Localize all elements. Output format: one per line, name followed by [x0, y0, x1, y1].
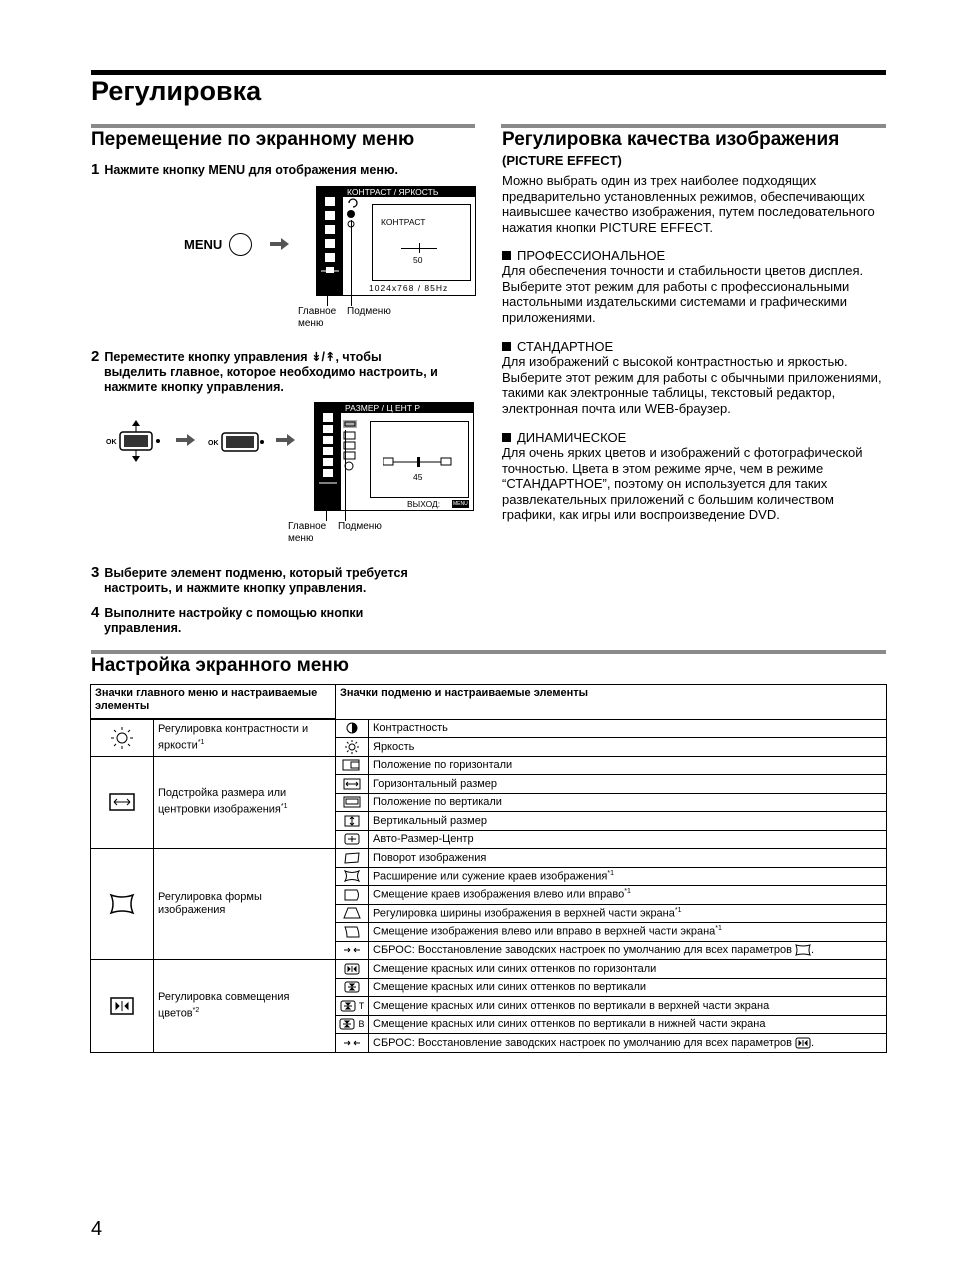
sub-icon-cell [336, 793, 369, 812]
trapezoid-icon [343, 907, 361, 919]
square-bullet-icon [502, 342, 511, 351]
main-menu-icons [315, 403, 341, 510]
sub-desc-text: СБРОС: Восстановление заводских настроек по умолчанию для всех параметров [373, 944, 792, 957]
sub-desc [369, 867, 887, 886]
sub-icon-cell [336, 756, 369, 775]
size-center-icon [109, 793, 135, 811]
arrow-right-icon [276, 434, 296, 446]
geometry-icon [795, 944, 811, 956]
sub-icon-cell [336, 886, 369, 905]
footnote-mark: *1 [674, 906, 682, 914]
footnote-mark: *1 [624, 888, 631, 896]
col-main: Значки главного меню и настраиваемые элементы [91, 685, 336, 720]
step-1 [91, 162, 398, 178]
rotation-icon [343, 852, 361, 864]
sub-icon-cell [336, 719, 369, 738]
callout-submenu: Подменю [338, 521, 382, 532]
pin-balance-icon [343, 889, 361, 901]
sub-desc: Горизонтальный размер [369, 775, 887, 794]
osd-header: РАЗМЕР / Ц ЕНТ Р [341, 403, 473, 413]
step-number: 4 [91, 604, 100, 621]
step-text: , чтобы [335, 350, 382, 364]
step-2 [91, 349, 481, 395]
contrast-icon [345, 722, 359, 734]
ok-label: OK [208, 440, 219, 447]
main-desc [154, 756, 336, 849]
osd-value: 45 [413, 472, 423, 482]
mode-name: ДИНАМИЧЕСКОЕ [517, 430, 627, 445]
h-position-icon [383, 457, 453, 467]
sub-desc: СБРОС: Восстановление заводских настроек по умолчанию для всех параметров . [369, 1034, 887, 1053]
v-convergence-icon [344, 981, 360, 993]
sub-desc: Смещение красных или синих оттенков по вертикали в нижней части экрана [369, 1015, 887, 1034]
mode-description: Для очень ярких цветов и изображений с фотографической точностью. Цвета в этом режиме ярче, чем в режиме “СТАНДАРТНОЕ”, поэтому он используется для таких развлекательных приложений с большим количеством графики, как игры или воспроизведение DVD. [502, 445, 863, 522]
parallelogram-icon [343, 926, 361, 938]
table-header [91, 685, 887, 720]
sub-desc [369, 904, 887, 923]
mode-name: ПРОФЕССИОНАЛЬНОЕ [517, 248, 666, 263]
picture-effect-heading: Регулировка качества изображения [502, 129, 840, 150]
menu-button-icon [229, 233, 252, 256]
osd-heading: Настройка экранного меню [91, 655, 350, 676]
osd-size-diagram [314, 402, 474, 511]
footnote-mark: *1 [280, 803, 288, 811]
osd-exit-label: ВЫХОД: [407, 499, 441, 509]
footnote-mark: *1 [715, 925, 722, 933]
step-text: выделить главное, которое необходимо настроить, и нажмите кнопку управления. [104, 365, 438, 394]
callout-line [326, 509, 327, 521]
sub-desc: Поворот изображения [369, 849, 887, 868]
step-3 [91, 565, 481, 596]
sub-desc: Яркость [369, 738, 887, 757]
sub-icon-cell [336, 978, 369, 997]
top-label: T [358, 1000, 365, 1011]
reset-icon [343, 946, 361, 954]
sub-desc: Вертикальный размер [369, 812, 887, 831]
footnote-mark: *1 [607, 869, 615, 877]
step-4 [91, 605, 481, 636]
section-rule [91, 124, 475, 128]
arrow-right-icon [270, 238, 290, 250]
sub-icon-cell [336, 775, 369, 794]
osd-slider-thumb [419, 243, 420, 253]
menu-key-icon: MENU [453, 501, 468, 507]
mode-heading [502, 339, 887, 354]
convergence-icon [110, 997, 134, 1015]
mode-heading [502, 248, 887, 263]
sub-desc: Смещение красных или синих оттенков по горизонтали [369, 960, 887, 979]
table-row [91, 960, 887, 979]
sub-icon-cell [336, 960, 369, 979]
step-number: 2 [91, 348, 100, 365]
osd-item-label: КОНТРАСТ [381, 217, 426, 227]
main-icon-cell [91, 756, 154, 849]
table-row [91, 756, 887, 775]
col-sub: Значки подменю и настраиваемые элементы [336, 685, 887, 720]
sub-icon-cell [336, 830, 369, 849]
title-rule [91, 70, 886, 75]
h-convergence-icon [344, 963, 360, 975]
sub-icon-cell [336, 941, 369, 960]
h-position-icon [342, 759, 362, 771]
step-text: Нажмите кнопку MENU для отображения меню. [104, 163, 399, 177]
page-title: Регулировка [91, 76, 262, 106]
callout-line [351, 220, 352, 306]
sub-desc-text: Регулировка ширины изображения в верхней части экрана [373, 907, 675, 920]
step-text: Выберите элемент подменю, который требуется [104, 566, 408, 580]
osd-value-box [370, 421, 469, 498]
sub-desc: Смещение красных или синих оттенков по вертикали в верхней части экрана [369, 997, 887, 1016]
callout-main-menu: Главное меню [298, 306, 337, 329]
sub-desc-text: Смещение краев изображения влево или вправо [373, 889, 625, 902]
mode-description: Для изображений с высокой контрастностью и яркостью. Выберите этот режим для работы с обычными приложениями, такими как электронные таблицы, текстовый редактор, электронная почта или WEB-браузер. [502, 354, 882, 416]
pincushion-icon [343, 870, 361, 882]
picture-effect-subheading: (PICTURE EFFECT) [502, 153, 622, 168]
table-row [91, 849, 887, 868]
v-position-icon [343, 796, 361, 808]
table-row [91, 719, 887, 738]
sub-desc [369, 923, 887, 942]
sub-desc-text: СБРОС: Восстановление заводских настроек по умолчанию для всех параметров [373, 1036, 792, 1049]
mode-list [502, 238, 887, 523]
bottom-label: B [358, 1019, 365, 1030]
nav-heading: Перемещение по экранному меню [91, 129, 415, 150]
step-text: настроить, и нажмите кнопку управления. [104, 581, 367, 595]
sub-desc: Положение по горизонтали [369, 756, 887, 775]
control-stick-move-icon [104, 418, 164, 464]
sub-desc: СБРОС: Восстановление заводских настроек по умолчанию для всех параметров . [369, 941, 887, 960]
bottom-convergence-icon [339, 1018, 355, 1030]
sub-icon-cell [336, 849, 369, 868]
step-text: Переместите кнопку управления [104, 350, 312, 364]
sun-icon [110, 726, 134, 750]
menu-label: MENU [184, 237, 223, 252]
sub-icon-cell [336, 1034, 369, 1053]
square-bullet-icon [502, 433, 511, 442]
sub-icon-cell [336, 812, 369, 831]
main-icon-cell [91, 960, 154, 1053]
callout-line [327, 294, 328, 306]
section-rule [501, 124, 886, 128]
osd-resolution: 1024x768 / 85Hz [369, 283, 449, 293]
step-number: 1 [91, 161, 100, 178]
sub-desc: Положение по вертикали [369, 793, 887, 812]
main-desc [154, 960, 336, 1053]
mode-description: Для обеспечения точности и стабильности цветов дисплея. Выберите этот режим для работы с профессиональными настольными издательскими системами и графическими приложениями. [502, 263, 864, 325]
osd-menu-diagram [316, 186, 476, 296]
reset-icon [343, 1039, 361, 1047]
callout-main-menu: Главное меню [288, 521, 327, 544]
main-desc [154, 849, 336, 960]
sub-desc-text: Расширение или сужение краев изображения [373, 870, 608, 883]
main-desc-text: Регулировка контрастности и яркости [158, 722, 309, 752]
step-text: управления. [104, 621, 182, 635]
ok-label: OK [106, 439, 117, 446]
osd-header: КОНТРАСТ / ЯРКОСТЬ [343, 187, 475, 197]
sub-icon-cell [336, 923, 369, 942]
auto-size-icon [344, 833, 360, 845]
sub-icon-cell [336, 1015, 369, 1034]
step-number: 3 [91, 564, 100, 581]
h-size-icon [343, 778, 361, 790]
convergence-icon [795, 1037, 811, 1049]
sub-icon-cell [336, 997, 369, 1016]
footnote-mark: *1 [197, 738, 205, 746]
square-bullet-icon [502, 251, 511, 260]
control-stick-press-icon [206, 428, 266, 458]
page-number: 4 [91, 1218, 103, 1240]
sub-icon-cell [336, 738, 369, 757]
step-text: Выполните настройку с помощью кнопки [104, 606, 364, 620]
picture-effect-intro: Можно выбрать один из трех наиболее подходящих предварительно установленных режимов, обеспечивающих наивысшее качество изображения, путем последовательного нажатия кнопки PICTURE EFFECT. [502, 173, 875, 235]
mode-name: СТАНДАРТНОЕ [517, 339, 614, 354]
sub-desc: Авто-Размер-Центр [369, 830, 887, 849]
main-desc [154, 719, 336, 756]
main-desc-text: Регулировка совмещения цветов [158, 990, 290, 1020]
footnote-mark: *2 [192, 1006, 200, 1014]
geometry-icon [109, 893, 135, 915]
sub-menu-icons [343, 197, 373, 237]
arrow-right-icon [176, 434, 196, 446]
callout-submenu: Подменю [347, 306, 391, 317]
section-rule [91, 650, 886, 654]
main-menu-icons [317, 187, 343, 295]
osd-table [90, 684, 887, 1053]
top-convergence-icon [340, 1000, 356, 1012]
main-icon-cell [91, 849, 154, 960]
brightness-icon [345, 740, 359, 754]
sub-icon-cell [336, 867, 369, 886]
sub-desc-text: Смещение изображения влево или вправо в верхней части экрана [373, 926, 716, 939]
sub-icon-cell [336, 904, 369, 923]
main-icon-cell [91, 719, 154, 756]
osd-value: 50 [413, 255, 423, 265]
sub-desc [369, 886, 887, 905]
osd-value-box [372, 204, 471, 281]
callout-line [345, 430, 346, 521]
main-desc-text: Подстройка размера или центровки изображения [158, 787, 287, 817]
mode-heading [502, 430, 887, 445]
v-size-icon [344, 815, 360, 827]
sub-desc: Контрастность [369, 719, 887, 738]
sub-desc: Смещение красных или синих оттенков по вертикали [369, 978, 887, 997]
main-desc-text: Регулировка формы изображения [158, 891, 262, 916]
up-down-arrow-icon: ↡/↟ [311, 350, 336, 364]
